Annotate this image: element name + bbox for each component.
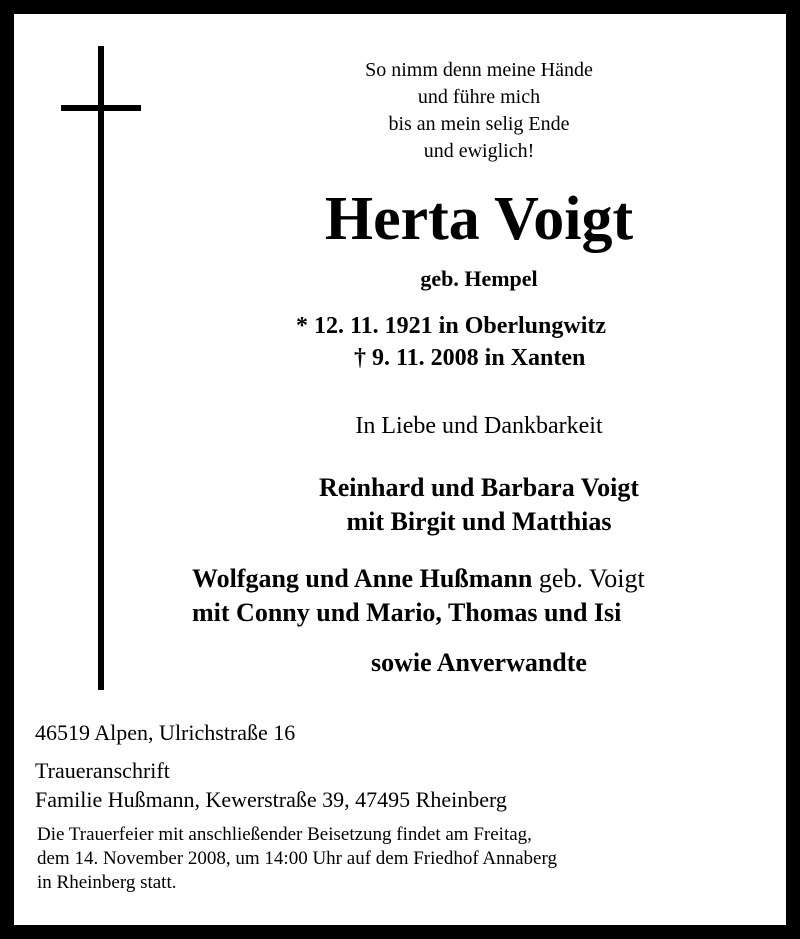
service-line: Die Trauerfeier mit anschließender Beisetzung findet am Freitag, (37, 824, 532, 845)
verse-line: bis an mein selig Ende (388, 113, 570, 135)
cross-vertical-bar (98, 46, 104, 690)
verse-line: und ewiglich! (423, 140, 535, 162)
service-line: in Rheinberg statt. (37, 872, 177, 893)
deceased-name: Herta Voigt (324, 185, 634, 253)
family-group-2-line-1 (192, 563, 645, 595)
family-group-3: sowie Anverwandte (371, 648, 587, 677)
service-info (37, 823, 557, 895)
family-group-1 (134, 471, 786, 539)
family-maiden-name: geb. Voigt (532, 564, 645, 593)
family-group-2-line-2: mit Conny und Mario, Thomas und Isi (192, 598, 622, 627)
family-line: mit Birgit und Matthias (346, 507, 612, 536)
family-name: Wolfgang und Anne Hußmann (192, 564, 533, 593)
birth-date: * 12. 11. 1921 in Oberlungwitz (296, 313, 607, 339)
cross-horizontal-bar (61, 105, 141, 111)
mourning-address-label: Traueranschrift (35, 758, 170, 783)
verse-line: und führe mich (417, 86, 541, 108)
obituary-card (14, 14, 786, 925)
service-line: dem 14. November 2008, um 14:00 Uhr auf dem Friedhof Annaberg (37, 848, 557, 869)
family-line: Reinhard und Barbara Voigt (318, 473, 640, 502)
mourning-address: Familie Hußmann, Kewerstraße 39, 47495 Rheinberg (35, 787, 507, 812)
maiden-name: geb. Hempel (420, 266, 538, 291)
verse-line: So nimm denn meine Hände (365, 59, 593, 81)
home-address: 46519 Alpen, Ulrichstraße 16 (35, 720, 296, 745)
verse (134, 57, 786, 165)
death-date: † 9. 11. 2008 in Xanten (354, 345, 586, 371)
dedication: In Liebe und Dankbarkeit (355, 413, 603, 439)
